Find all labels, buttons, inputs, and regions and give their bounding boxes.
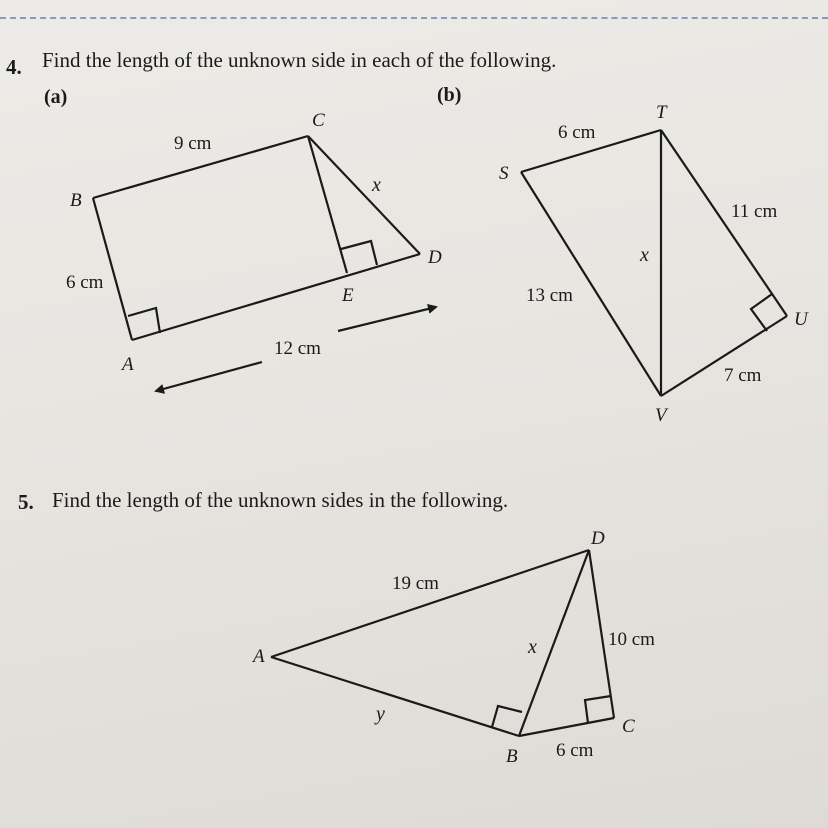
right-angle-mark-e: [341, 241, 377, 265]
length-dc-5: 10 cm: [608, 629, 655, 650]
vertex-b-5: B: [506, 746, 518, 767]
figure-5: [271, 550, 614, 736]
right-angle-mark-u: [751, 294, 772, 331]
length-ad-5: 19 cm: [392, 573, 439, 594]
unknown-x-5: x: [528, 636, 537, 658]
vertex-a-5: A: [253, 646, 265, 667]
right-angle-mark-b: [492, 706, 522, 727]
question-5-number: 5.: [18, 490, 34, 514]
vertex-t-4b: T: [656, 102, 667, 123]
vertex-u-4b: U: [794, 309, 808, 330]
question-5-text: Find the length of the unknown sides in the following.: [52, 488, 509, 512]
vertex-e-4a: E: [342, 285, 354, 306]
vertex-s-4b: S: [499, 163, 509, 184]
length-st-4b: 6 cm: [558, 122, 596, 143]
figure-4b: [521, 130, 787, 396]
dimension-arrow-left: [156, 362, 262, 391]
length-ab-4a: 6 cm: [66, 272, 104, 293]
vertex-a-4a: A: [122, 354, 134, 375]
edge-sv: [521, 172, 661, 396]
edge-tu: [661, 130, 787, 316]
edge-ad: [271, 550, 589, 657]
figure-4a: [93, 136, 436, 391]
length-sv-4b: 13 cm: [526, 285, 573, 306]
vertex-b-4a: B: [70, 190, 82, 211]
part-a-label: (a): [44, 86, 68, 108]
vertex-c-5: C: [622, 716, 635, 737]
question-4-text: Find the length of the unknown side in each of the following.: [42, 48, 557, 72]
unknown-y-5: y: [376, 703, 385, 725]
edge-ab: [271, 657, 519, 736]
part-b-label: (b): [437, 84, 462, 106]
vertex-d-5: D: [591, 528, 605, 549]
right-angle-mark-a: [128, 308, 160, 333]
length-bc-5: 6 cm: [556, 740, 594, 761]
dimension-arrow-right: [338, 307, 436, 331]
unknown-x-4a: x: [372, 174, 381, 196]
vertex-d-4a: D: [428, 247, 442, 268]
edge-ab: [93, 198, 132, 340]
edge-bc: [519, 718, 614, 736]
edge-da: [132, 254, 420, 340]
length-bc-4a: 9 cm: [174, 133, 212, 154]
vertex-c-4a: C: [312, 110, 325, 131]
unknown-x-4b: x: [640, 244, 649, 266]
length-uv-4b: 7 cm: [724, 365, 762, 386]
length-tu-4b: 11 cm: [731, 201, 778, 222]
question-4-number: 4.: [6, 55, 22, 79]
vertex-v-4b: V: [655, 405, 667, 426]
length-ad-4a: 12 cm: [274, 338, 321, 359]
